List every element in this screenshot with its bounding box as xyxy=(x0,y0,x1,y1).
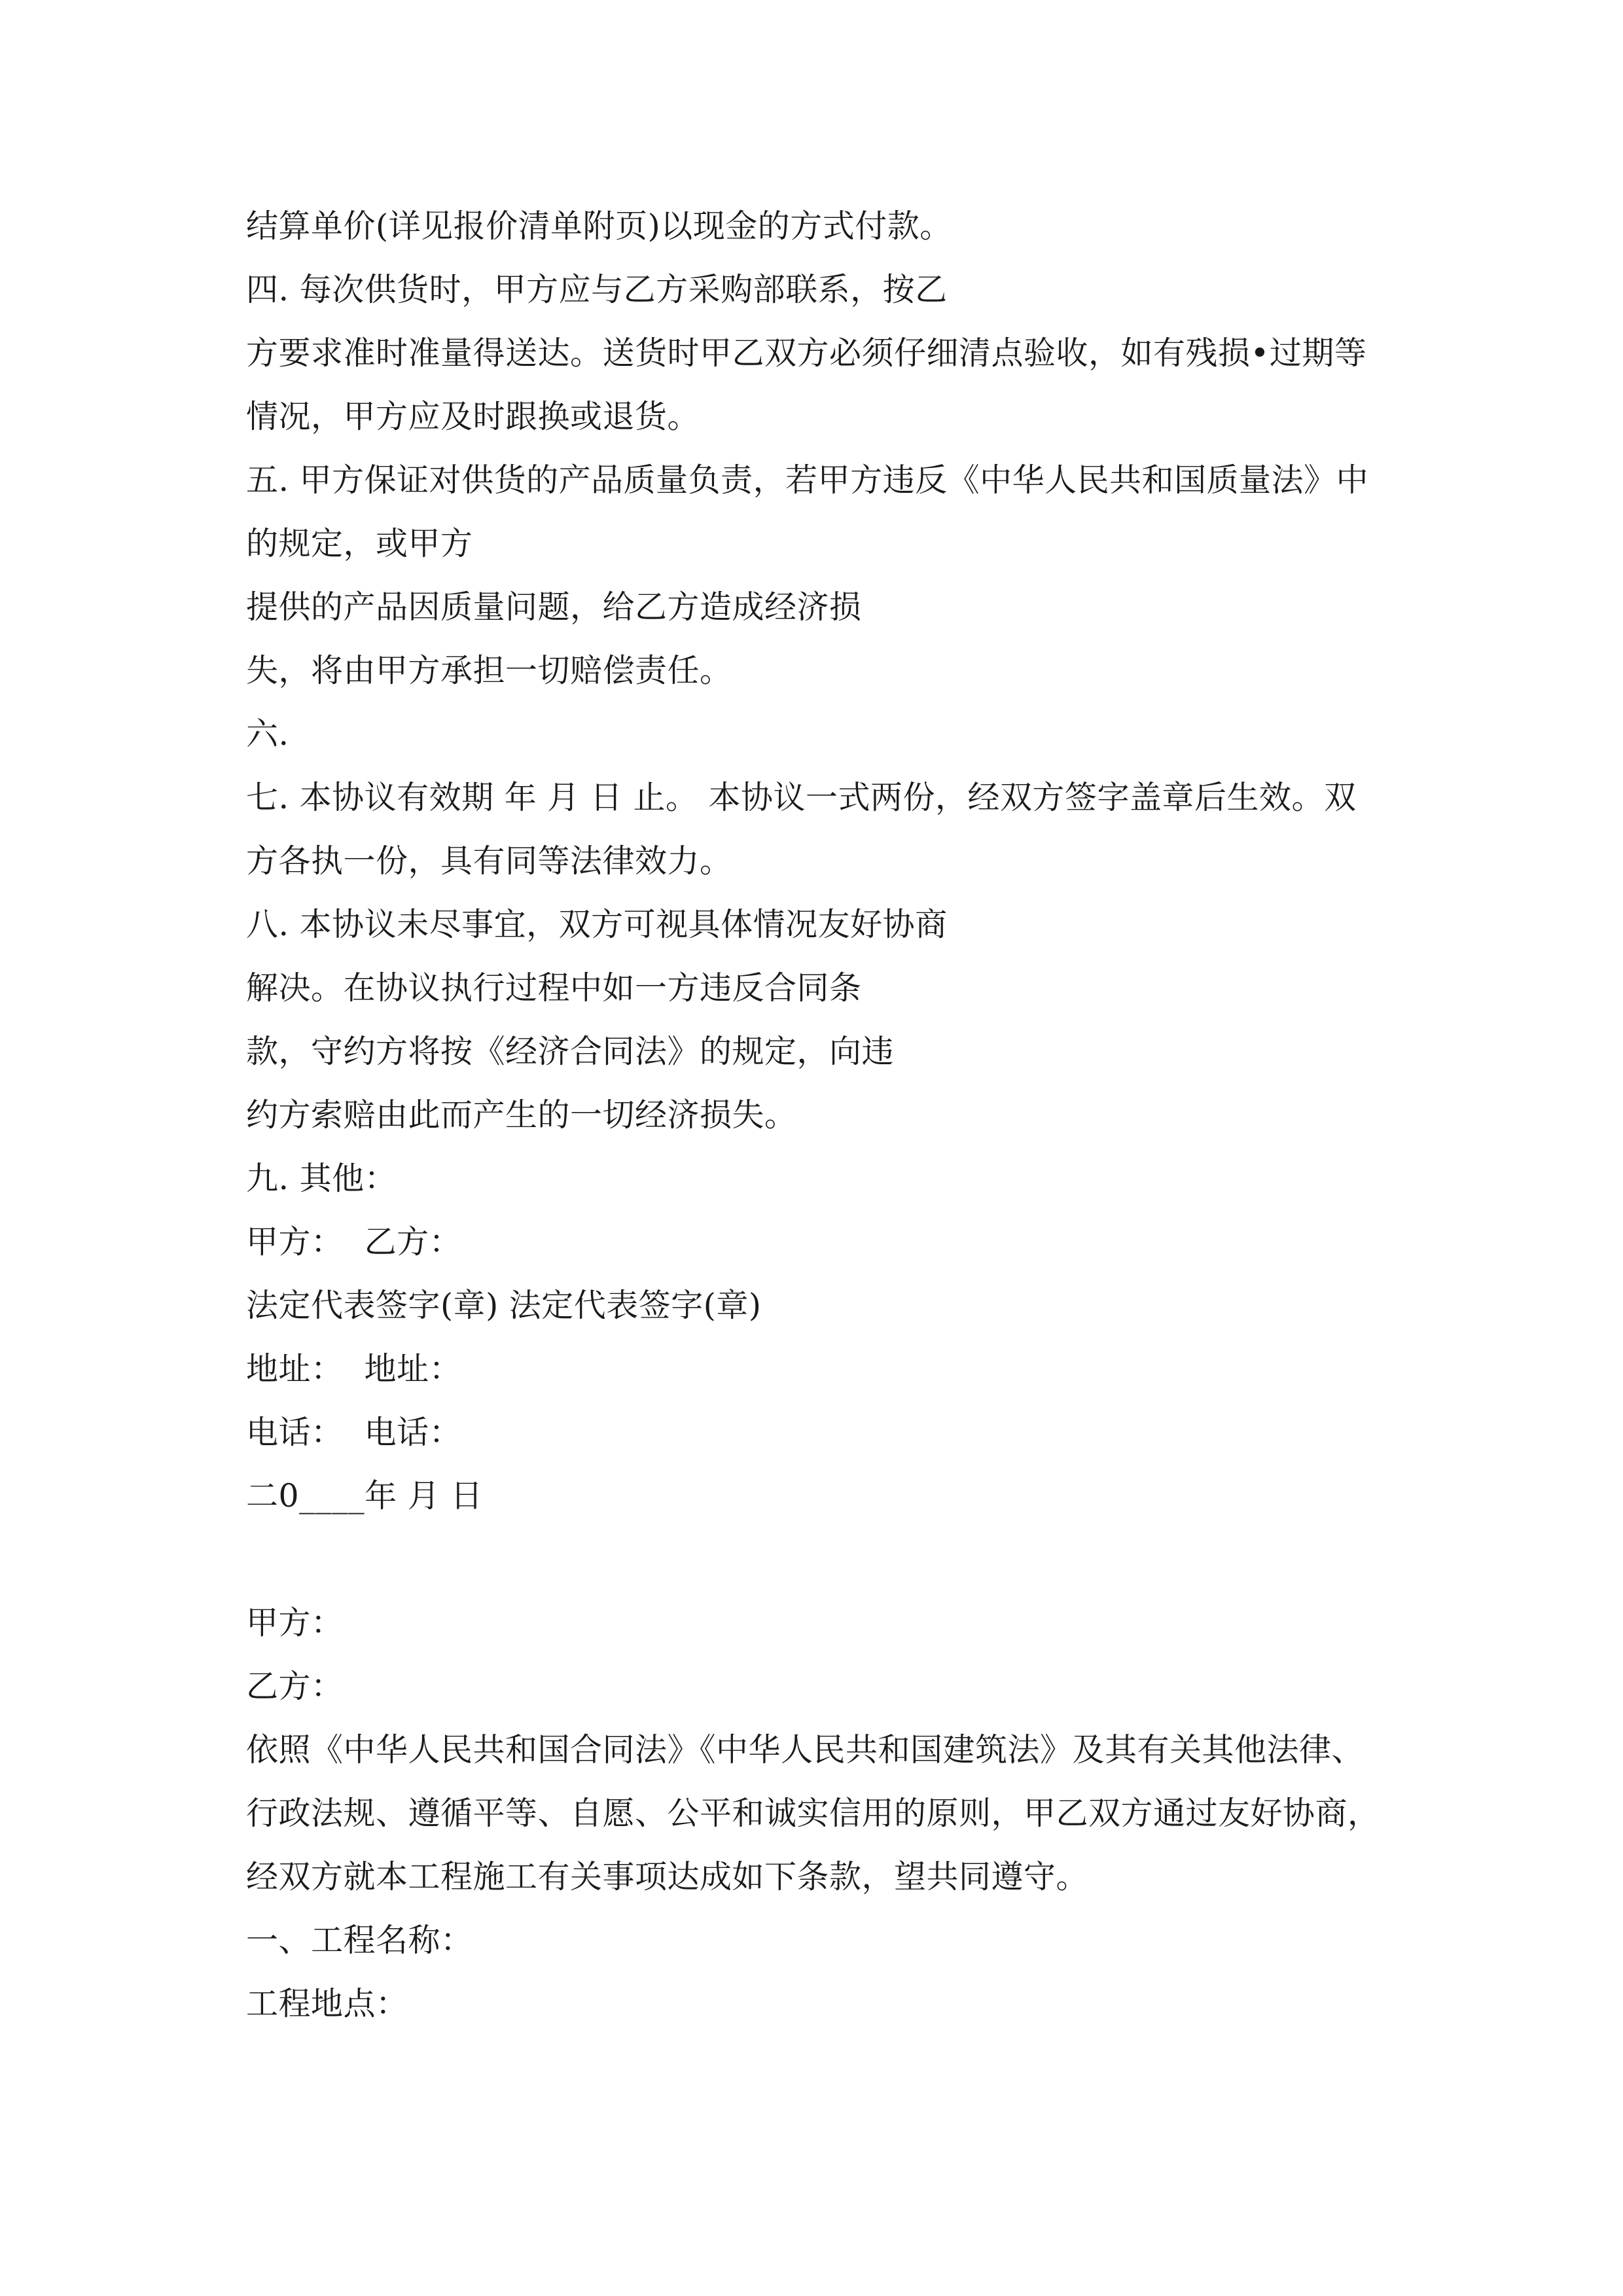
text-line-clause-4-end: 情况，甲方应及时跟换或退货。 xyxy=(246,398,700,435)
text-line-payment-terms: 结算单价(详见报价清单附页)以现金的方式付款。 xyxy=(246,207,952,245)
text-line-signatures: 法定代表签字(章) 法定代表签字(章) xyxy=(246,1287,762,1324)
text-line-addresses: 地址： 地址： xyxy=(246,1350,462,1388)
text-line-clause-5-start: 五. 甲方保证对供货的产品质量负责，若甲方违反《中华人民共和国质量法》中 xyxy=(246,461,1369,499)
text-line-date: 二0____年 月 日 xyxy=(246,1477,483,1515)
text-line-project-location: 工程地点： xyxy=(246,1985,408,2022)
text-line-clause-5-cont2: 提供的产品因质量问题，给乙方造成经济损 xyxy=(246,588,862,626)
text-line-preamble-cont: 行政法规、遵循平等、自愿、公平和诚实信用的原则，甲乙双方通过友好协商， xyxy=(246,1795,1380,1832)
text-line-party-a: 甲方： xyxy=(246,1604,344,1641)
text-line-clause-5-cont: 的规定，或甲方 xyxy=(246,525,473,562)
text-line-party-b: 乙方： xyxy=(246,1668,344,1705)
text-line-clause-7-end: 方各执一份，具有同等法律效力。 xyxy=(246,842,732,880)
text-line-parties: 甲方： 乙方： xyxy=(246,1223,462,1261)
text-line-clause-4-start: 四. 每次供货时，甲方应与乙方采购部联系，按乙 xyxy=(246,271,948,308)
text-line-clause-5-end: 失，将由甲方承担一切赔偿责任。 xyxy=(246,652,732,689)
text-line-clause-4-cont: 方要求准时准量得送达。送货时甲乙双方必须仔细清点验收，如有残损•过期等 xyxy=(246,334,1367,372)
text-line-clause-8-start: 八. 本协议未尽事宜，双方可视具体情况友好协商 xyxy=(246,906,948,943)
text-line-clause-7-start: 七. 本协议有效期 年 月 日 止。 本协议一式两份，经双方签字盖章后生效。双 xyxy=(246,779,1357,816)
text-line-project-name: 一、工程名称： xyxy=(246,1922,473,1959)
text-line-clause-8-end: 约方索赔由此而产生的一切经济损失。 xyxy=(246,1096,797,1134)
text-line-clause-6: 六. xyxy=(246,715,289,753)
text-line-phones: 电话： 电话： xyxy=(246,1414,462,1451)
text-line-clause-8-cont: 解决。在协议执行过程中如一方违反合同条 xyxy=(246,969,862,1007)
text-line-preamble-start: 依照《中华人民共和国合同法》《中华人民共和国建筑法》及其有关其他法律、 xyxy=(246,1731,1364,1768)
text-line-preamble-end: 经双方就本工程施工有关事项达成如下条款，望共同遵守。 xyxy=(246,1858,1089,1895)
text-line-clause-9: 九. 其他： xyxy=(246,1160,397,1197)
text-line-clause-8-cont2: 款，守约方将按《经济合同法》的规定，向违 xyxy=(246,1033,895,1070)
